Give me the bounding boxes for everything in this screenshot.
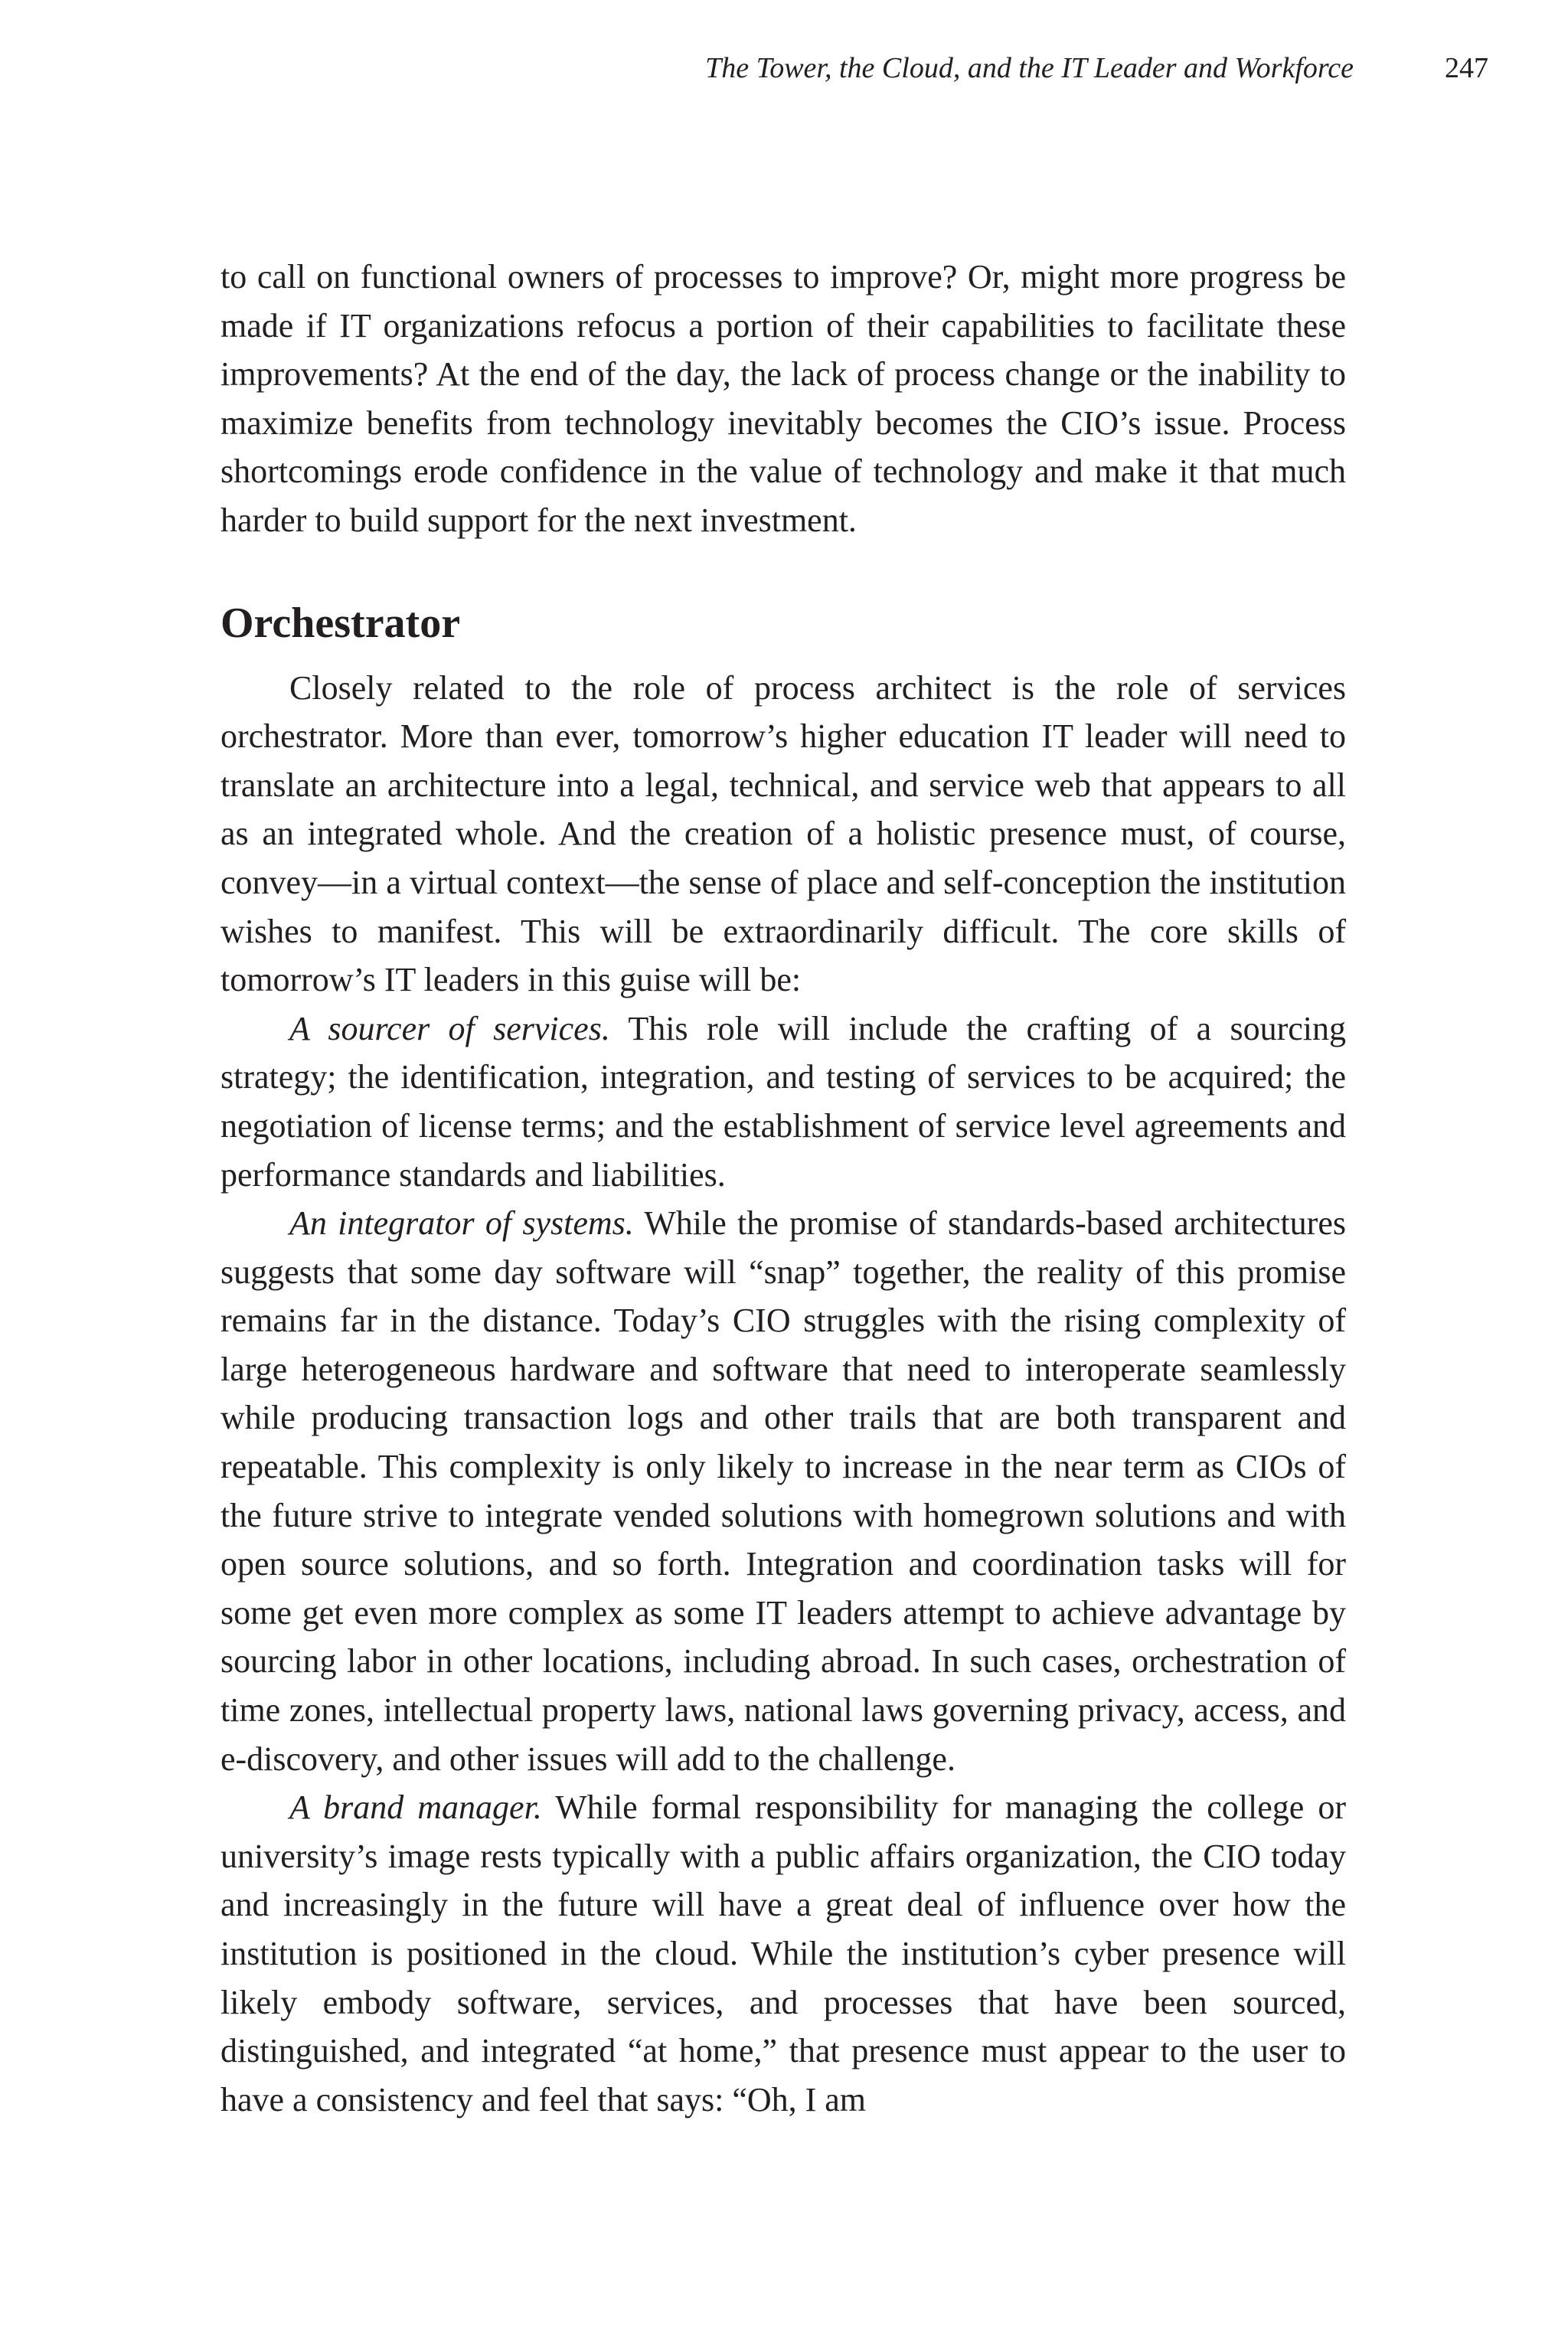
role-term: An integrator of systems.: [289, 1204, 634, 1243]
page-number: 247: [1445, 52, 1488, 84]
role-term: A sourcer of services.: [289, 1009, 610, 1047]
running-title: The Tower, the Cloud, and the IT Leader and Workforce: [705, 52, 1354, 84]
running-head: [220, 49, 1488, 87]
role-paragraph-integrator: [220, 1199, 1346, 1783]
role-paragraph-sourcer: [220, 1004, 1346, 1199]
role-text: While formal responsibility for managing the college or university’s image rests typically with a public affairs organization, the CIO today and increasingly in the future will have a great deal of influence over how the institution is positioned in the cloud. While the institution’s cyber presence will likely embody software, services, and processes that have been sourced, distinguished, and integrated “at home,” that presence must appear to the user to have a consistency and feel that says: “Oh, I am: [220, 1788, 1346, 2118]
role-text: While the promise of standards-based architectures suggests that some day software will “snap” together, the reality of this promise remains far in the distance. Today’s CIO struggles with the rising complexity of large heterogeneous hardware and software that need to interoperate seamlessly while producing transaction logs and other trails that are both transparent and repeatable. This complexity is only likely to increase in the near term as CIOs of the future strive to integrate vended solutions with homegrown solutions and with open source solutions, and so forth. Integration and coordination tasks will for some get even more complex as some IT leaders attempt to achieve advantage by sourcing labor in other locations, including abroad. In such cases, orchestration of time zones, intellectual property laws, national laws governing privacy, access, and e-discovery, and other issues will add to the challenge.: [220, 1204, 1346, 1778]
body-text: [220, 253, 1346, 2124]
role-text: This role will include the crafting of a sourcing strategy; the identification, integration, and testing of services to be acquired; the negotiation of license terms; and the establishment of service level agreements and performance standards and liabilities.: [220, 1009, 1346, 1194]
role-paragraph-brand-manager: [220, 1783, 1346, 2124]
section-heading: Orchestrator: [220, 599, 461, 647]
paragraph-intro: Closely related to the role of process architect is the role of services orchestrator. More than ever, tomorrow’s higher education IT leader will need to translate an architecture into a legal, technical, and service web that appears to all as an integrated whole. And the creation of a holistic presence must, of course, convey—in a virtual context—the sense of place and self-conception the institution wishes to manifest. This will be extraordinarily difficult. The core skills of tomorrow’s IT leaders in this guise will be:: [220, 668, 1346, 999]
role-term: A brand manager.: [289, 1788, 542, 1827]
paragraph-continued: to call on functional owners of processes to improve? Or, might more progress be made if IT organizations refocus a portion of their capabilities to facilitate these improvements? At the end of the day, the lack of process change or the inability to maximize benefits from technology inevitably becomes the CIO’s issue. Process shortcomings erode confidence in the value of technology and make it that much harder to build support for the next investment.: [220, 258, 1346, 539]
